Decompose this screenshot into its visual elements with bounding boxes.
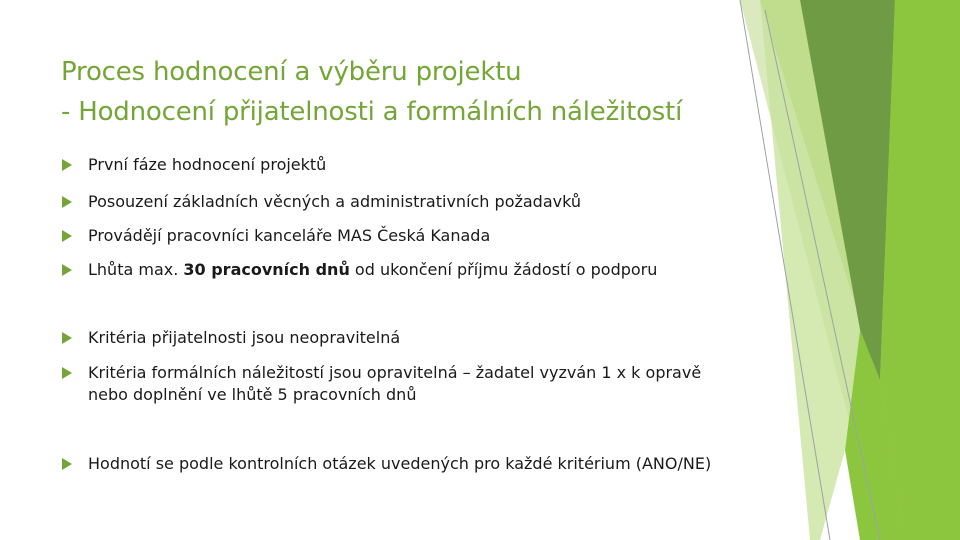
bullet-text-bold: 30 pracovních dnů bbox=[183, 260, 350, 279]
bullet-arrow-icon bbox=[62, 332, 72, 344]
bullet-text-post: od ukončení příjmu žádostí o podporu bbox=[349, 260, 658, 279]
bullet-item bbox=[62, 259, 742, 281]
bullet-text-pre: Lhůta max. bbox=[88, 260, 184, 279]
slide-title bbox=[61, 52, 741, 132]
bullet-arrow-icon bbox=[62, 159, 72, 171]
bullet-arrow-icon bbox=[62, 458, 72, 470]
bullet-arrow-icon bbox=[62, 230, 72, 242]
bullet-text: Posouzení základních věcných a administrativních požadavků bbox=[88, 192, 582, 211]
bullet-text: První fáze hodnocení projektů bbox=[88, 155, 327, 174]
bullet-arrow-icon bbox=[62, 196, 72, 208]
bullet-item bbox=[62, 225, 742, 247]
bullet-item bbox=[62, 362, 742, 406]
bullet-arrow-icon bbox=[62, 264, 72, 276]
bullet-arrow-icon bbox=[62, 367, 72, 379]
bullet-text: Kritéria formálních náležitostí jsou opravitelná – žadatel vyzván 1 x k opravě nebo doplnění ve lhůtě 5 pracovních dnů bbox=[88, 363, 702, 404]
bullet-item bbox=[62, 327, 742, 349]
bullet-text: Kritéria přijatelnosti jsou neopravitelná bbox=[88, 328, 401, 347]
bullet-text: Hodnotí se podle kontrolních otázek uvedených pro každé kritérium (ANO/NE) bbox=[88, 454, 712, 473]
bullet-item bbox=[62, 191, 742, 213]
bullet-text bbox=[88, 259, 728, 281]
bullet-item bbox=[62, 154, 742, 176]
title-line-2: - Hodnocení přijatelnosti a formálních náležitostí bbox=[61, 97, 683, 127]
bullet-item bbox=[62, 453, 742, 475]
bullet-text: Provádějí pracovníci kanceláře MAS Česká Kanada bbox=[88, 226, 491, 245]
title-line-1: Proces hodnocení a výběru projektu bbox=[61, 57, 522, 87]
